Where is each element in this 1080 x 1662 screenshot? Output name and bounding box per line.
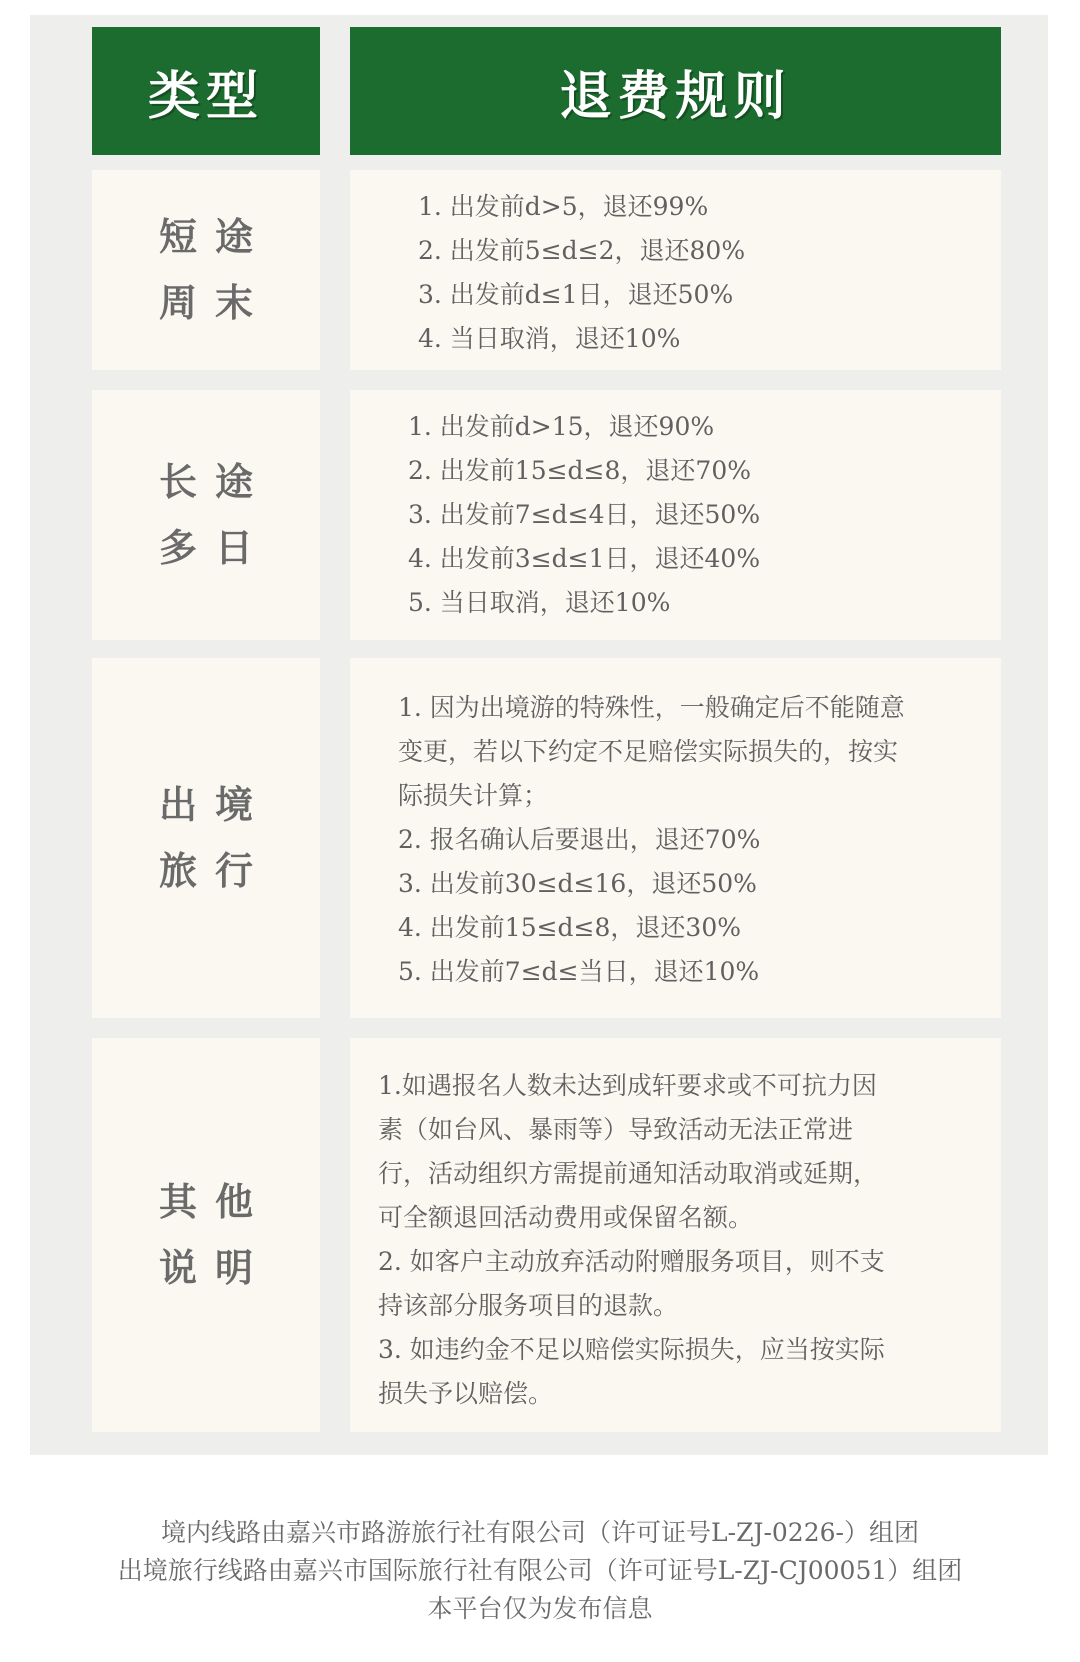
rule-line: 2. 如客户主动放弃活动附赠服务项目，则不支 <box>378 1247 885 1276</box>
type-line: 多日 <box>158 526 271 570</box>
column-header-type <box>92 27 320 155</box>
rule-line: 2. 出发前15≤d≤8，退还70% <box>408 456 751 485</box>
rule-line: 3. 出发前30≤d≤16，退还50% <box>398 869 757 898</box>
type-line: 其他 <box>158 1180 271 1224</box>
footer-line-domestic-operator: 境内线路由嘉兴市路游旅行社有限公司（许可证号L-ZJ-0226-）组团 <box>161 1518 919 1547</box>
column-header-type-label: 类型 <box>147 66 264 127</box>
rule-line: 持该部分服务项目的退款。 <box>378 1291 679 1320</box>
rule-line: 行，活动组织方需提前通知活动取消或延期， <box>378 1159 879 1188</box>
footer-line-platform-notice: 本平台仅为发布信息 <box>427 1594 653 1623</box>
rule-line: 1. 因为出境游的特殊性，一般确定后不能随意 <box>398 693 905 722</box>
footer-disclaimer <box>0 1514 1080 1628</box>
rule-line: 5. 当日取消，退还10% <box>408 588 671 617</box>
table-row-type-short-trip <box>92 170 320 370</box>
rule-line: 损失予以赔偿。 <box>378 1379 554 1408</box>
rule-line: 4. 当日取消，退还10% <box>418 324 681 353</box>
rule-line: 5. 出发前7≤d≤当日，退还10% <box>398 957 760 986</box>
column-header-rule-label: 退费规则 <box>559 66 792 127</box>
rule-line: 1. 出发前d>5，退还99% <box>418 192 709 221</box>
rule-line: 变更，若以下约定不足赔偿实际损失的，按实 <box>398 737 899 766</box>
rule-line: 1. 出发前d>15，退还90% <box>408 412 715 441</box>
table-row-rules-short-trip <box>350 170 1001 370</box>
type-line: 旅行 <box>158 849 271 893</box>
rule-line: 2. 报名确认后要退出，退还70% <box>398 825 761 854</box>
rule-line: 2. 出发前5≤d≤2，退还80% <box>418 236 746 265</box>
rule-line: 际损失计算； <box>398 781 549 810</box>
rule-line: 素（如台风、暴雨等）导致活动无法正常进 <box>378 1115 854 1144</box>
type-line: 短途 <box>158 215 271 259</box>
table-row-type-other-notes <box>92 1038 320 1432</box>
rule-line: 3. 出发前7≤d≤4日，退还50% <box>408 500 761 529</box>
rule-line: 可全额退回活动费用或保留名额。 <box>378 1203 754 1232</box>
rule-line: 4. 出发前15≤d≤8，退还30% <box>398 913 741 942</box>
type-line: 周末 <box>158 281 271 325</box>
table-row-type-long-trip <box>92 390 320 640</box>
table-row-rules-outbound-travel <box>350 658 1001 1018</box>
table-row-rules-long-trip <box>350 390 1001 640</box>
type-line: 长途 <box>158 460 271 504</box>
column-header-refund-rules <box>350 27 1001 155</box>
footer-line-outbound-operator: 出境旅行线路由嘉兴市国际旅行社有限公司（许可证号L-ZJ-CJ00051）组团 <box>117 1556 963 1585</box>
rule-line: 4. 出发前3≤d≤1日，退还40% <box>408 544 761 573</box>
type-line: 出境 <box>158 783 271 827</box>
table-row-type-outbound-travel <box>92 658 320 1018</box>
type-line: 说明 <box>158 1246 271 1290</box>
table-row-rules-other-notes <box>350 1038 1001 1432</box>
rule-line: 3. 出发前d≤1日，退还50% <box>418 280 734 309</box>
rule-line: 3. 如违约金不足以赔偿实际损失，应当按实际 <box>378 1335 885 1364</box>
rule-line: 1.如遇报名人数未达到成轩要求或不可抗力因 <box>378 1071 877 1100</box>
